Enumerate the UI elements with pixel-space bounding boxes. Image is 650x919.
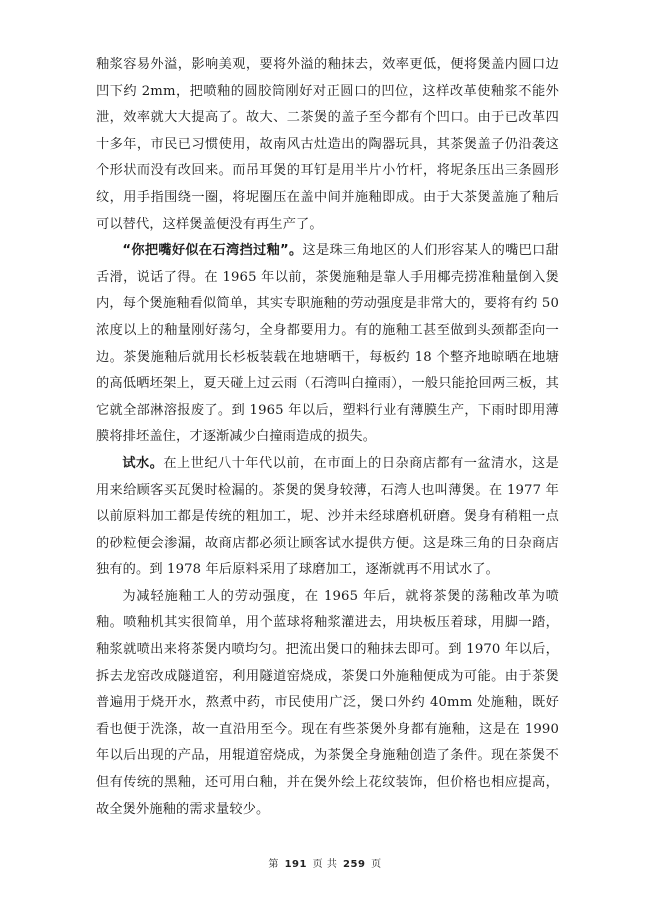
paragraph-2-lead: “你把嘴好似在石湾挡过釉”。 bbox=[122, 243, 303, 259]
paragraph-3-lead: 试水。 bbox=[122, 455, 164, 471]
paragraph-2-text: 这是珠三角地区的人们形容某人的嘴巴口甜舌滑，说话了得。在 1965 年以前，茶煲施釉是靠人手用椰壳捞准釉量倒入煲内，每个煲施釉看似简单，其实专职施釉的劳动强度是非常大的，要将有约 50 浓度以上的釉量刚好荡匀，全身都要用力。有的施釉工甚至做到头颈都歪向一边。茶煲施釉后就用长杉板装载在地塘晒干，每板约 18 个整齐地晾晒在地塘的高低晒坯架上，夏天碰上过云雨（石湾叫白撞雨），一般只能抢回两三板，其它就全部淋溶报废了。到 1965 年以后，塑料行业有薄膜生产，下雨时即用薄膜将排坯盖住，才逐渐减少白撞雨造成的损失。 bbox=[96, 243, 559, 445]
page-footer bbox=[0, 855, 650, 870]
paragraph-3-text: 在上世纪八十年代以前，在市面上的日杂商店都有一盆清水，这是用来给顾客买瓦煲时检漏的。茶煲的煲身较薄，石湾人也叫薄煲。在 1977 年以前原料加工都是传统的粗加工，坭、沙并未经球磨机研磨。煲身有稍粗一点的砂粒便会渗漏，故商店都必须让顾客试水提供方便。这是珠三角的日杂商店独有的。到 1978 年后原料采用了球磨加工，逐渐就再不用试水了。 bbox=[96, 455, 559, 578]
footer-page-number: 191 bbox=[284, 859, 307, 870]
paragraph-1-text: 釉浆容易外溢，影响美观，要将外溢的釉抹去，效率更低，便将煲盖内圆口边凹下约 2mm，把喷釉的圆胶筒刚好对正圆口的凹位，这样改革使釉浆不能外泄，效率就大大提高了。故大、二茶煲的盖子至今都有个凹口。由于已改革四十多年，市民已习惯使用，故南风古灶造出的陶器玩具，其茶煲盖子仍沿袭这个形状而没有改回来。而吊耳煲的耳钉是用半片小竹杆，将坭条压出三条圆形纹，用手指围绕一圈，将坭圈压在盖中间并施釉即成。由于大茶煲盖施了釉后可以替代，这样煲盖便没有再生产了。 bbox=[96, 57, 559, 232]
paragraph-4 bbox=[96, 584, 559, 823]
footer-suffix: 页 bbox=[371, 859, 382, 870]
footer-total-pages: 259 bbox=[343, 859, 366, 870]
paragraph-4-text: 为减轻施釉工人的劳动强度，在 1965 年后，就将茶煲的荡釉改革为喷釉。喷釉机其实很简单，用个蓝球将釉浆灌进去，用块板压着球，用脚一踏，釉浆就喷出来将茶煲内喷均匀。把流出煲口的釉抹去即可。到 1970 年以后，拆去龙窑改成隧道窑，利用隧道窑烧成，茶煲口外施釉便成为可能。由于茶煲普遍用于烧开水，熬煮中药，市民使用广泛，煲口外约 40mm 处施釉，既好看也便于洗涤，故一直沿用至今。现在有些茶煲外身都有施釉，这是在 1990 年以后出现的产品，用辊道窑烧成，为茶煲全身施釉创造了条件。现在茶煲不但有传统的黑釉，还可用白釉，并在煲外绘上花纹装饰，但价格也相应提高，故全煲外施釉的需求量较少。 bbox=[96, 588, 559, 817]
footer-middle: 页 共 bbox=[312, 859, 338, 870]
paragraph-1 bbox=[96, 52, 559, 238]
footer-prefix: 第 bbox=[268, 859, 279, 870]
paragraph-3 bbox=[96, 451, 559, 584]
paragraph-2 bbox=[96, 238, 559, 451]
page-body bbox=[96, 52, 559, 823]
